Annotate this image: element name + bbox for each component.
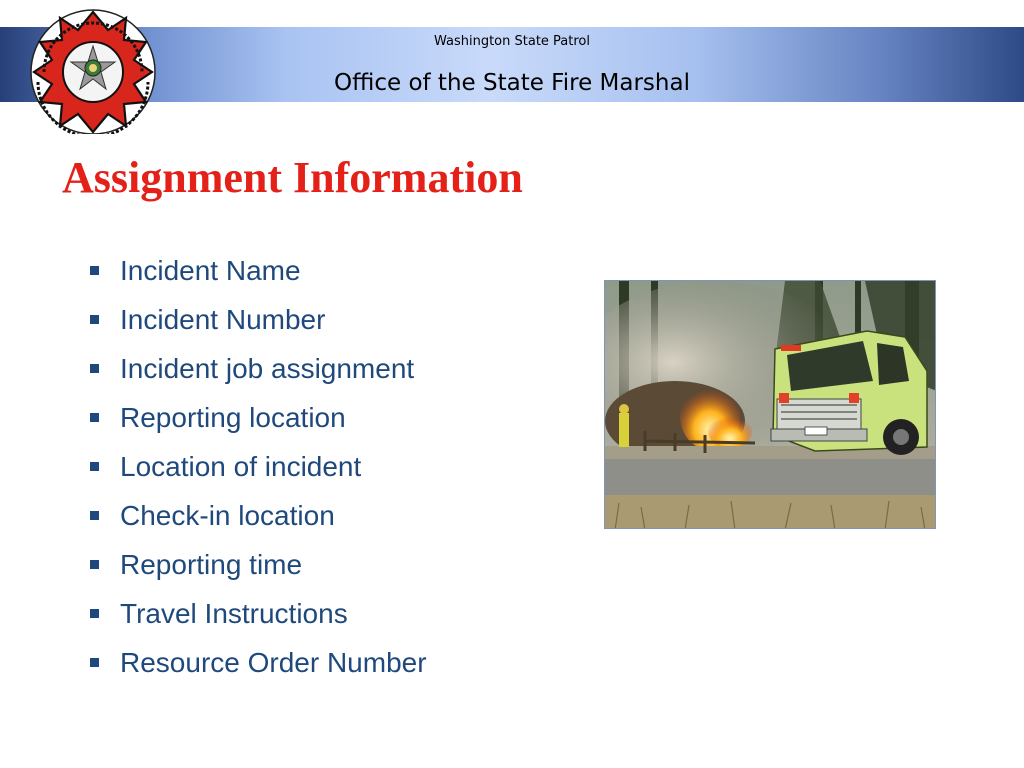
fire-engine-wildfire-image — [605, 281, 936, 529]
list-item — [88, 548, 427, 597]
list-item — [88, 499, 427, 548]
fire-marshal-badge-logo — [22, 4, 164, 134]
assignment-info-list — [88, 254, 427, 695]
square-bullet-icon — [90, 609, 99, 618]
list-item-text: Incident Name — [120, 255, 301, 286]
square-bullet-icon — [90, 315, 99, 324]
list-item-text: Check-in location — [120, 500, 335, 531]
square-bullet-icon — [90, 364, 99, 373]
list-item — [88, 597, 427, 646]
square-bullet-icon — [90, 462, 99, 471]
slide-title: Assignment Information — [62, 153, 523, 202]
list-item — [88, 303, 427, 352]
list-item — [88, 254, 427, 303]
list-item-text: Incident job assignment — [120, 353, 415, 384]
organization-name: Washington State Patrol — [433, 34, 590, 49]
list-item — [88, 450, 427, 499]
square-bullet-icon — [90, 560, 99, 569]
square-bullet-icon — [90, 658, 99, 667]
list-item-text: Reporting location — [120, 402, 346, 433]
list-item-text: Incident Number — [120, 304, 326, 335]
list-item — [88, 401, 427, 450]
list-item-text: Resource Order Number — [120, 647, 427, 678]
square-bullet-icon — [90, 266, 99, 275]
list-item-text: Travel Instructions — [120, 598, 348, 629]
square-bullet-icon — [90, 511, 99, 520]
list-item-text: Location of incident — [120, 451, 362, 482]
list-item — [88, 646, 427, 695]
fire-engine-photo — [604, 280, 936, 529]
square-bullet-icon — [90, 413, 99, 422]
list-item-text: Reporting time — [120, 549, 303, 580]
list-item — [88, 352, 427, 401]
office-name: Office of the State Fire Marshal — [334, 70, 690, 96]
